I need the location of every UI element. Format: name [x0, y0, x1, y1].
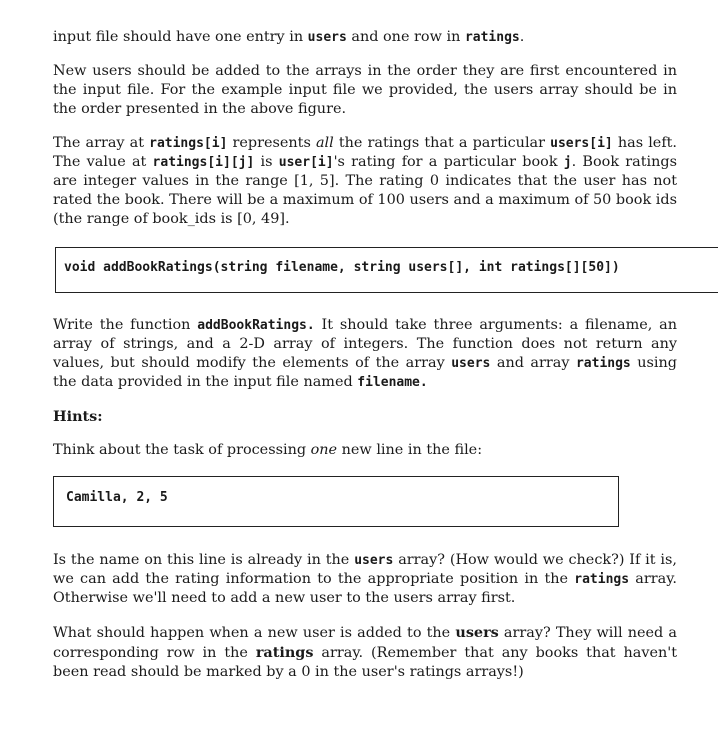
code-filename: filename.: [357, 375, 428, 390]
code-user-i: user[i]: [278, 155, 334, 170]
code-ratings-position: ratings: [574, 572, 630, 587]
paragraph-name-already-in-users: Is the name on this line is already in the users array? (How would we check?) If it is, we can add the rating information to the appropriate position in the ratings array. Otherwise we'll need to add a new user to the users array first.: [53, 552, 677, 606]
code-users-i: users[i]: [550, 136, 613, 151]
code-ratings-array: ratings: [575, 356, 631, 371]
code-users-array: users: [451, 356, 491, 371]
code-users: users: [307, 30, 347, 45]
code-j: j: [563, 155, 572, 170]
emphasis-all: all: [315, 135, 334, 151]
example-line-box: [53, 476, 619, 527]
paragraph-new-users-order: New users should be added to the arrays in the order they are first encountered in the input file. For the example input file we provided, the users array should be in the order presented in the above figure.: [53, 63, 677, 117]
paragraph-write-function: Write the function addBookRatings. It should take three arguments: a filename, an array of strings, and a 2-D array of integers. The function does not return any values, but should modify the elements of the array users and array ratings using the data provided in the input file named filename.: [53, 317, 678, 390]
hints-heading: Hints:: [53, 408, 103, 425]
bold-ratings: ratings: [255, 644, 314, 661]
paragraph-ratings-array-description: The array at ratings[i] represents all the ratings that a particular users[i] has left. The value at ratings[i][j] is user[i]'s rating for a particular book j. Book ratings are integer values in the range [1, 5]. The rating 0 indicates that the user has not rated the book. There will be a maximum of 100 users and a maximum of 50 book ids (the range of book_ids is [0, 49].: [53, 135, 678, 227]
code-ratings-i: ratings[i]: [149, 136, 228, 151]
paragraph-input-file-entries: input file should have one entry in users and one row in ratings.: [53, 29, 525, 45]
function-signature-code: void addBookRatings(string filename, string users[], int ratings[][50]): [64, 260, 620, 275]
document-page: [53, 28, 677, 682]
code-ratings: ratings: [464, 30, 520, 45]
code-users-check: users: [354, 553, 394, 568]
example-line-code: Camilla, 2, 5: [66, 490, 168, 505]
paragraph-think-about-task: Think about the task of processing one new line in the file:: [53, 442, 483, 458]
code-addbookratings: addBookRatings.: [197, 318, 315, 333]
bold-users: users: [455, 624, 499, 641]
emphasis-one: one: [310, 442, 338, 458]
paragraph-new-user-added: What should happen when a new user is added to the users array? They will need a corresponding row in the ratings array. (Remember that any books that haven't been read should be marked by a 0 in the user's ratings arrays!): [53, 624, 678, 680]
function-signature-box: [55, 247, 718, 293]
code-ratings-i-j: ratings[i][j]: [152, 155, 255, 170]
